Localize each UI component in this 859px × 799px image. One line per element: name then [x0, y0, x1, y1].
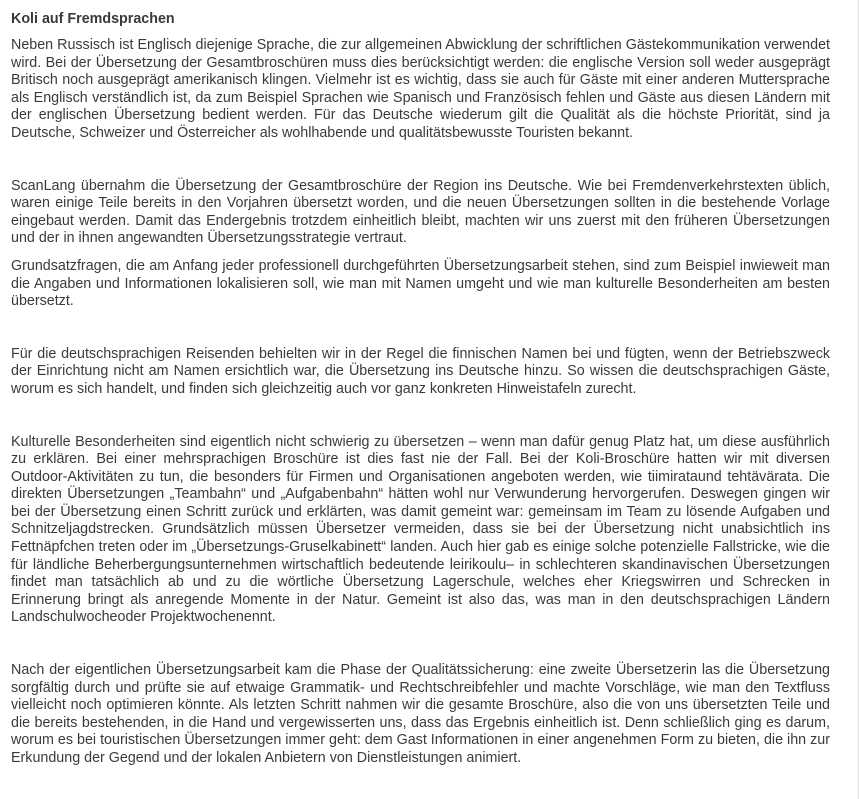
paragraph-scanlang-translation: ScanLang übernahm die Übersetzung der Gesamtbroschüre der Region ins Deutsche. Wie bei Fremdenverkehrstexten üblich, waren einige Teile bereits in den Vorjahren übersetzt worden, und die neuen Übersetzungen sollten in die bestehende Vorlage eingebaut werden. Damit das Endergebnis trotzdem einheitlich bleibt, machten wir uns zuerst mit den früheren Übersetzungen und der in ihnen angewandten Übersetzungsstrategie vertraut. — [11, 177, 830, 247]
article-body — [11, 10, 830, 778]
article-title: Koli auf Fremdsprachen — [11, 11, 175, 27]
paragraph-quality-assurance: Nach der eigentlichen Übersetzungsarbeit kam die Phase der Qualitätssicherung: eine zweite Übersetzerin las die Übersetzung sorgfältig durch und prüfte sie auf etwaige Grammatik- und Rechtschreibfehler und machte Vorschläge, wie man den Textfluss vielleicht noch optimieren könnte. Als letzten Schritt nahmen wir die gesamte Broschüre, also die von uns übersetzten Teile und die bereits bestehenden, in die Hand und vergewisserten uns, dass das Ergebnis einheitlich ist. Denn schließlich ging es darum, worum es bei touristischen Übersetzungen immer geht: dem Gast Informationen in einer angenehmen Form zu bieten, die ihn zur Erkundung der Gegend und der lokalen Anbietern von Dienstleistungen animiert. — [11, 662, 830, 766]
paragraph-names: Für die deutschsprachigen Reisenden behielten wir in der Regel die finnischen Namen bei und fügten, wenn der Betriebszweck der Einrichtung nicht am Namen ersichtlich war, die Übersetzung ins Deutsche hinzu. So wissen die deutschsprachigen Gäste, worum es sich handelt, und finden sich gleichzeitig auch vor ganz konkreten Hinweistafeln zurecht. — [11, 345, 830, 397]
paragraph-english-usage: Neben Russisch ist Englisch diejenige Sprache, die zur allgemeinen Abwicklung der schriftlichen Gästekommunikation verwendet wird. Bei der Übersetzung der Gesamtbroschüren muss dies berücksichtigt werden: die englische Version soll weder ausgeprägt Britisch noch ausgeprägt amerikanisch klingen. Vielmehr ist es wichtig, dass sie auch für Gäste mit einer anderen Muttersprache als Englisch verständlich ist, da zum Beispiel Sprachen wie Spanisch und Französisch fehlen und Gäste aus diesen Ländern mit der englischen Übersetzung bedient werden. Für das Deutsche wiederum gilt die Qualität als die höchste Priorität, sind ja Deutsche, Schweizer und Österreicher als wohlhabende und qualitätsbewusste Touristen bekannt. — [11, 37, 830, 141]
paragraph-basic-questions: Grundsatzfragen, die am Anfang jeder professionell durchgeführten Übersetzungsarbeit stehen, sind zum Beispiel inwieweit man die Angaben und Informationen lokalisieren soll, wie man mit Namen umgeht und wie man kulturelle Besonderheiten am besten übersetzt. — [11, 257, 830, 310]
paragraph-cultural-features: Kulturelle Besonderheiten sind eigentlich nicht schwierig zu übersetzen – wenn man dafür genug Platz hat, um diese ausführlich zu erklären. Bei einer mehrsprachigen Broschüre ist dies fast nie der Fall. Bei der Koli-Broschüre hatten wir mit diversen Outdoor-Aktivitäten zu tun, die besonders für Firmen und Organisationen angeboten werden, wie tiimirataund tehtävärata. Die direkten Übersetzungen „Teambahn“ und „Aufgabenbahn“ hätten wohl nur Verwunderung hervorgerufen. Deswegen gingen wir bei der Übersetzung einen Schritt zurück und erklärten, was damit gemeint war: gemeinsam im Team zu lösende Aufgaben und Schnitzeljagdstrecken. Grundsätzlich müssen Übersetzer vermeiden, dass sie bei der Übersetzung nicht unabsichtlich ins Fettnäpfchen treten oder im „Übersetzungs-Gruselkabinett“ landen. Auch hier gab es einige solche potenzielle Fallstricke, wie die für ländliche Beherbergungsunternehmen wirtschaftlich bedeutende leirikoulu– in schlechteren skandinavischen Übersetzungen findet man tatsächlich ab und zu die wörtliche Übersetzung Lagerschule, welches eher Kriegswirren und Schrecken in Erinnerung bringt als anregende Momente in der Natur. Gemeint ist also das, was man in den deutschsprachigen Ländern Landschulwocheoder Projektwochenennt. — [11, 433, 830, 626]
